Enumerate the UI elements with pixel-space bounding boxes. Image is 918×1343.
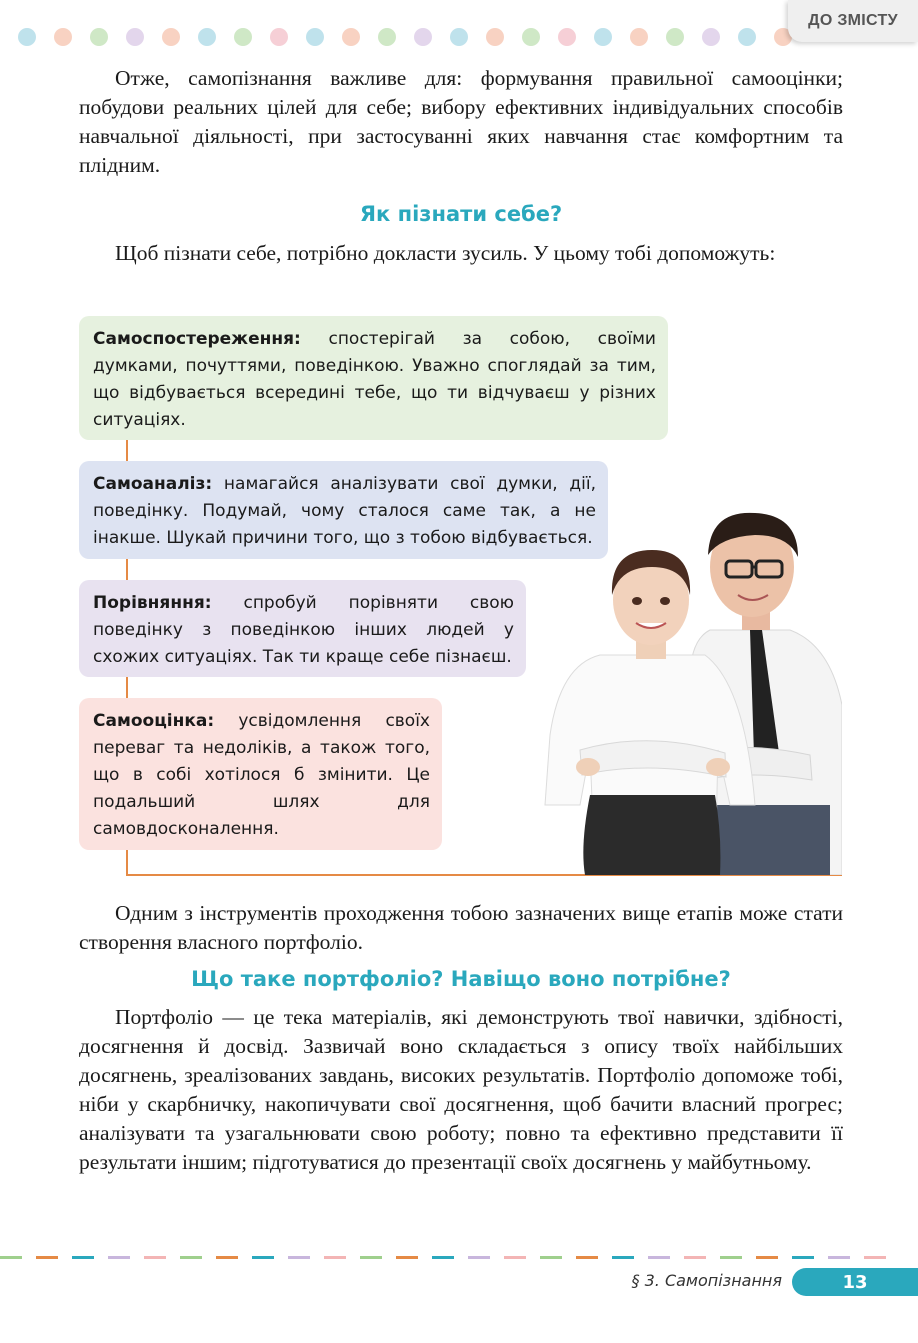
method-term: Самооцінка: (93, 711, 215, 731)
method-term: Порівняння: (93, 593, 212, 613)
intro-paragraph: Отже, самопізнання важливе для: формування правильної самооцінки; побудови реальних цілей для себе; вибору ефективних індивідуальних способів навчальної діяльності, при застосуванні яких навчання стає комфортним та плідним. (79, 66, 843, 177)
portfolio-paragraph: Портфоліо — це тека матеріалів, які демонструють твої навички, здібності, досягнення й досвід. Зазвичай воно складається з опису твоїх найбільших досягнень, зреалізованих завдань, високих результатів. Портфоліо допоможе тобі, ніби у скарбничку, накопичувати свої досягнення, щоб бачити власний прогрес; аналізувати та узагальнювати свою роботу; повно та ефективно представити її результати іншим; підготуватися до презентації своїх досягнень у майбутньому. (79, 1005, 843, 1174)
decorative-dot (126, 28, 144, 46)
decorative-dot (666, 28, 684, 46)
footer-dash (684, 1256, 706, 1259)
section1-paragraph: Щоб пізнати себе, потрібно докласти зусиль. У цьому тобі допоможуть: (115, 241, 776, 265)
footer-dash (720, 1256, 742, 1259)
decorative-dot (378, 28, 396, 46)
decorative-dot (738, 28, 756, 46)
decorative-dot (234, 28, 252, 46)
footer-dash (864, 1256, 886, 1259)
decorative-dot (486, 28, 504, 46)
page-number: 13 (792, 1268, 918, 1296)
footer-dash (792, 1256, 814, 1259)
footer-dash (360, 1256, 382, 1259)
footer-dash (108, 1256, 130, 1259)
method-text: усвідомлення своїх переваг та недоліків, а також того, що в собі хотілося б змінити. Це подальший шлях для самовдосконалення. (93, 711, 430, 839)
method-box-self-observation (79, 316, 668, 440)
section-heading-portfolio: Що таке портфоліо? Навіщо воно потрібне? (191, 967, 731, 991)
footer-dash (180, 1256, 202, 1259)
decorative-dot (162, 28, 180, 46)
footer-dash (0, 1256, 22, 1259)
decorative-dot (414, 28, 432, 46)
decorative-dot (342, 28, 360, 46)
decorative-dot (522, 28, 540, 46)
decorative-dot (54, 28, 72, 46)
method-term: Самоаналіз: (93, 474, 213, 494)
table-of-contents-button[interactable]: ДО ЗМІСТУ (788, 0, 918, 42)
footer-dash (828, 1256, 850, 1259)
decorative-dots (18, 28, 788, 48)
footer-dash (612, 1256, 634, 1259)
decorative-dot (594, 28, 612, 46)
decorative-dot (630, 28, 648, 46)
footer-dash (540, 1256, 562, 1259)
footer-dash (468, 1256, 490, 1259)
decorative-dot (450, 28, 468, 46)
footer-section-label: § 3. Самопізнання (631, 1271, 782, 1290)
footer-dash (324, 1256, 346, 1259)
footer-dash (288, 1256, 310, 1259)
method-text: намагайся аналізувати свої думки, дії, поведінку. Подумай, чому сталося саме так, а не інакше. Шукай причини того, що з тобою відбувається. (93, 474, 597, 548)
decorative-dot (702, 28, 720, 46)
decorative-dot (306, 28, 324, 46)
method-text: спробуй порівняти свою поведінку з поведінкою інших людей у схожих ситуаціях. Так ти краще себе пізнаєш. (93, 593, 514, 667)
students-photo (540, 505, 842, 875)
footer-dash (252, 1256, 274, 1259)
method-box-comparison (79, 580, 526, 677)
section-heading-know-yourself: Як пізнати себе? (359, 202, 563, 226)
footer-dash (756, 1256, 778, 1259)
footer-dash (216, 1256, 238, 1259)
footer-dash (432, 1256, 454, 1259)
method-text: спостерігай за собою, своїми думками, почуттями, поведінкою. Уважно споглядай за тим, що відбувається всередині тебе, що ти відчуваєш у різних ситуаціях. (93, 329, 656, 430)
footer-dash (648, 1256, 670, 1259)
method-box-self-analysis (79, 461, 608, 559)
footer-dash (144, 1256, 166, 1259)
footer-dash (396, 1256, 418, 1259)
footer-dashed-line (0, 1256, 918, 1260)
decorative-dot (18, 28, 36, 46)
decorative-dot (90, 28, 108, 46)
footer-dash (36, 1256, 58, 1259)
method-box-self-assessment (79, 698, 442, 850)
decorative-dot (558, 28, 576, 46)
transition-paragraph: Одним з інструментів проходження тобою зазначених вище етапів може стати створення власного портфоліо. (79, 901, 843, 954)
decorative-dot (198, 28, 216, 46)
footer-dash (576, 1256, 598, 1259)
footer-dash (72, 1256, 94, 1259)
decorative-dot (270, 28, 288, 46)
footer-dash (504, 1256, 526, 1259)
method-term: Самоспостереження: (93, 329, 301, 349)
